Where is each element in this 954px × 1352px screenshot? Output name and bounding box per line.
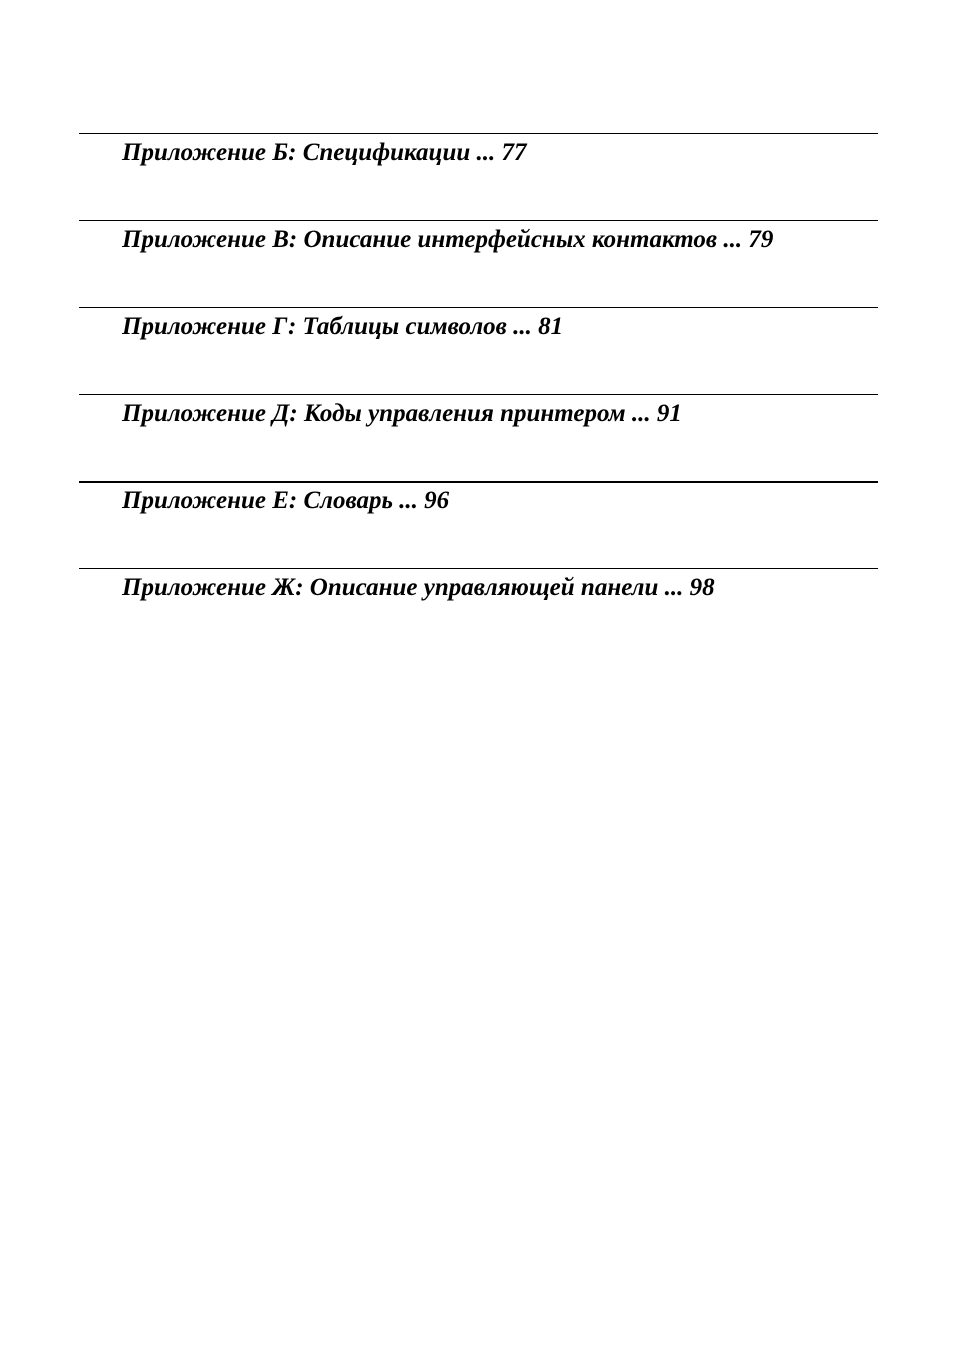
toc-entry-appendix-v[interactable] xyxy=(79,220,878,307)
toc-entry-text: Приложение Д: Коды управления принтером ... 91 xyxy=(122,400,682,427)
toc-entry-text: Приложение Г: Таблицы символов ... 81 xyxy=(122,313,564,340)
toc-entry-appendix-b[interactable] xyxy=(79,133,878,220)
toc-entry-appendix-e[interactable] xyxy=(79,481,878,568)
toc-entry-text: Приложение Ж: Описание управляющей панели ... 98 xyxy=(122,574,715,601)
toc-entry-appendix-d[interactable] xyxy=(79,394,878,481)
toc-entry-appendix-zh[interactable] xyxy=(79,568,878,655)
toc-entry-appendix-g[interactable] xyxy=(79,307,878,394)
toc-entry-text: Приложение Е: Словарь ... 96 xyxy=(122,487,450,514)
toc-entry-text: Приложение Б: Спецификации ... 77 xyxy=(122,139,527,166)
table-of-contents xyxy=(79,133,878,655)
toc-entry-text: Приложение В: Описание интерфейсных контактов ... 79 xyxy=(122,226,774,253)
